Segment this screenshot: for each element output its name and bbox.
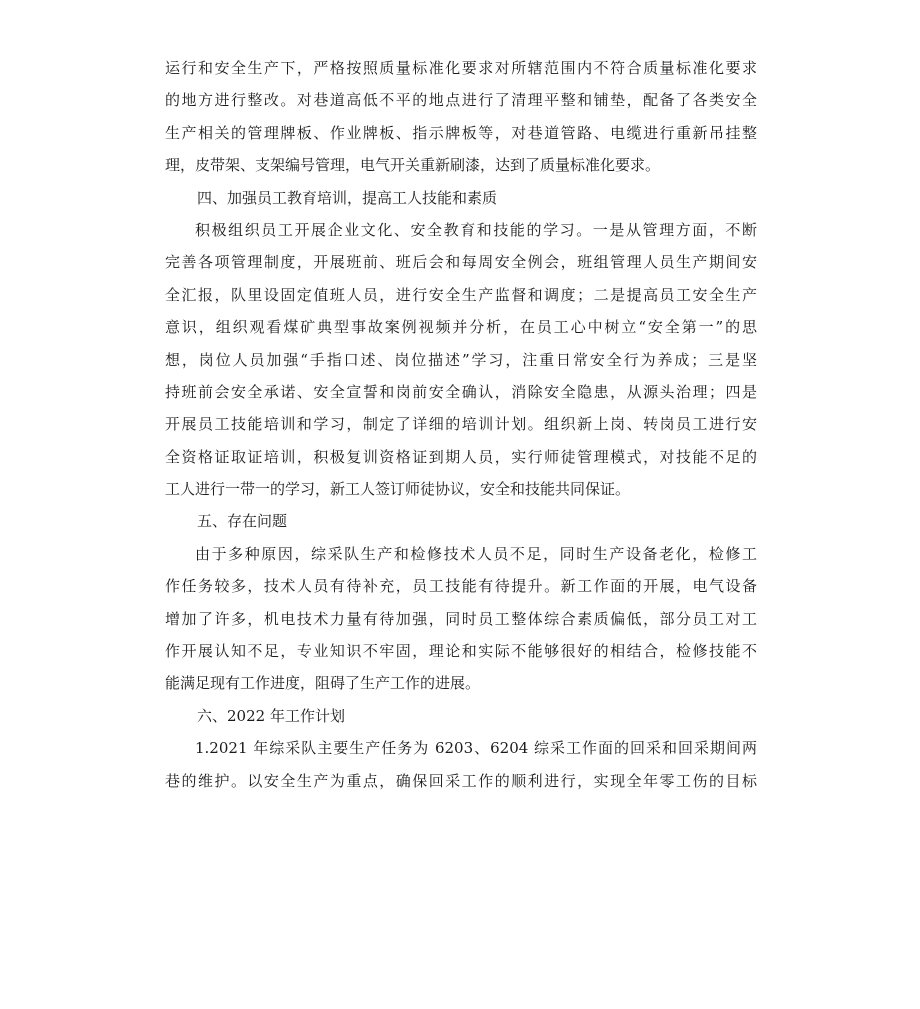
paragraph-line: 1.2021 年综采队主要生产任务为 6203、6204 综采工作面的回采和回采期间两 [195, 739, 757, 758]
paragraph-line: 完善各项管理制度，开展班前、班后会和每周安全例会，班组管理人员生产期间安 [165, 253, 757, 272]
paragraph-line: 巷的维护。以安全生产为重点，确保回采工作的顺利进行，实现全年零工伤的目标 [165, 771, 757, 790]
paragraph-line: 运行和安全生产下，严格按照质量标准化要求对所辖范围内不符合质量标准化要求 [165, 59, 757, 77]
section-heading-problems: 五、存在问题 [197, 512, 288, 531]
paragraph-line: 开展员工技能培训和学习，制定了详细的培训计划。组织新上岗、转岗员工进行安 [165, 415, 757, 434]
paragraph-line: 持班前会安全承诺、安全宣誓和岗前安全确认，消除安全隐患，从源头治理；四是 [165, 382, 757, 401]
section-heading-work-plan: 六、2022 年工作计划 [197, 706, 345, 725]
paragraph-line: 全汇报，队里设固定值班人员，进行安全生产监督和调度；二是提高员工安全生产 [165, 285, 757, 304]
paragraph-line: 作任务较多，技术人员有待补充，员工技能有待提升。新工作面的开展，电气设备 [165, 577, 757, 596]
paragraph-work-plan [165, 732, 757, 797]
document-page [165, 52, 757, 797]
section-heading-training: 四、加强员工教育培训，提高工人技能和素质 [197, 188, 498, 207]
paragraph-line: 的地方进行整改。对巷道高低不平的地点进行了清理平整和铺垫，配备了各类安全 [165, 91, 757, 110]
paragraph-line: 增加了许多，机电技术力量有待加强，同时员工整体综合素质偏低，部分员工对工 [165, 609, 757, 628]
paragraph-quality-standard [165, 52, 757, 182]
paragraph-line: 由于多种原因，综采队生产和检修技术人员不足，同时生产设备老化，检修工 [195, 544, 757, 563]
paragraph-line: 作开展认知不足，专业知识不牢固，理论和实际不能够很好的相结合，检修技能不 [165, 642, 757, 661]
paragraph-line: 积极组织员工开展企业文化、安全教育和技能的学习。一是从管理方面，不断 [195, 220, 757, 239]
paragraph-line: 理，皮带架、支架编号管理，电气开关重新刷漆，达到了质量标准化要求。 [165, 156, 661, 175]
paragraph-line: 想，岗位人员加强“手指口述、岗位描述”学习，注重日常安全行为养成；三是坚 [165, 350, 757, 369]
paragraph-line: 生产相关的管理牌板、作业牌板、指示牌板等，对巷道管路、电缆进行重新吊挂整 [165, 123, 757, 142]
paragraph-line: 工人进行一带一的学习，新工人签订师徒协议，安全和技能共同保证。 [165, 480, 631, 499]
paragraph-line: 意识，组织观看煤矿典型事故案例视频并分析，在员工心中树立“安全第一”的思 [165, 318, 757, 337]
paragraph-problems [165, 538, 757, 700]
paragraph-training [165, 214, 757, 506]
paragraph-line: 能满足现有工作进度，阻碍了生产工作的进展。 [165, 674, 481, 693]
paragraph-line: 全资格证取证培训，积极复训资格证到期人员，实行师徒管理模式，对技能不足的 [165, 447, 757, 466]
